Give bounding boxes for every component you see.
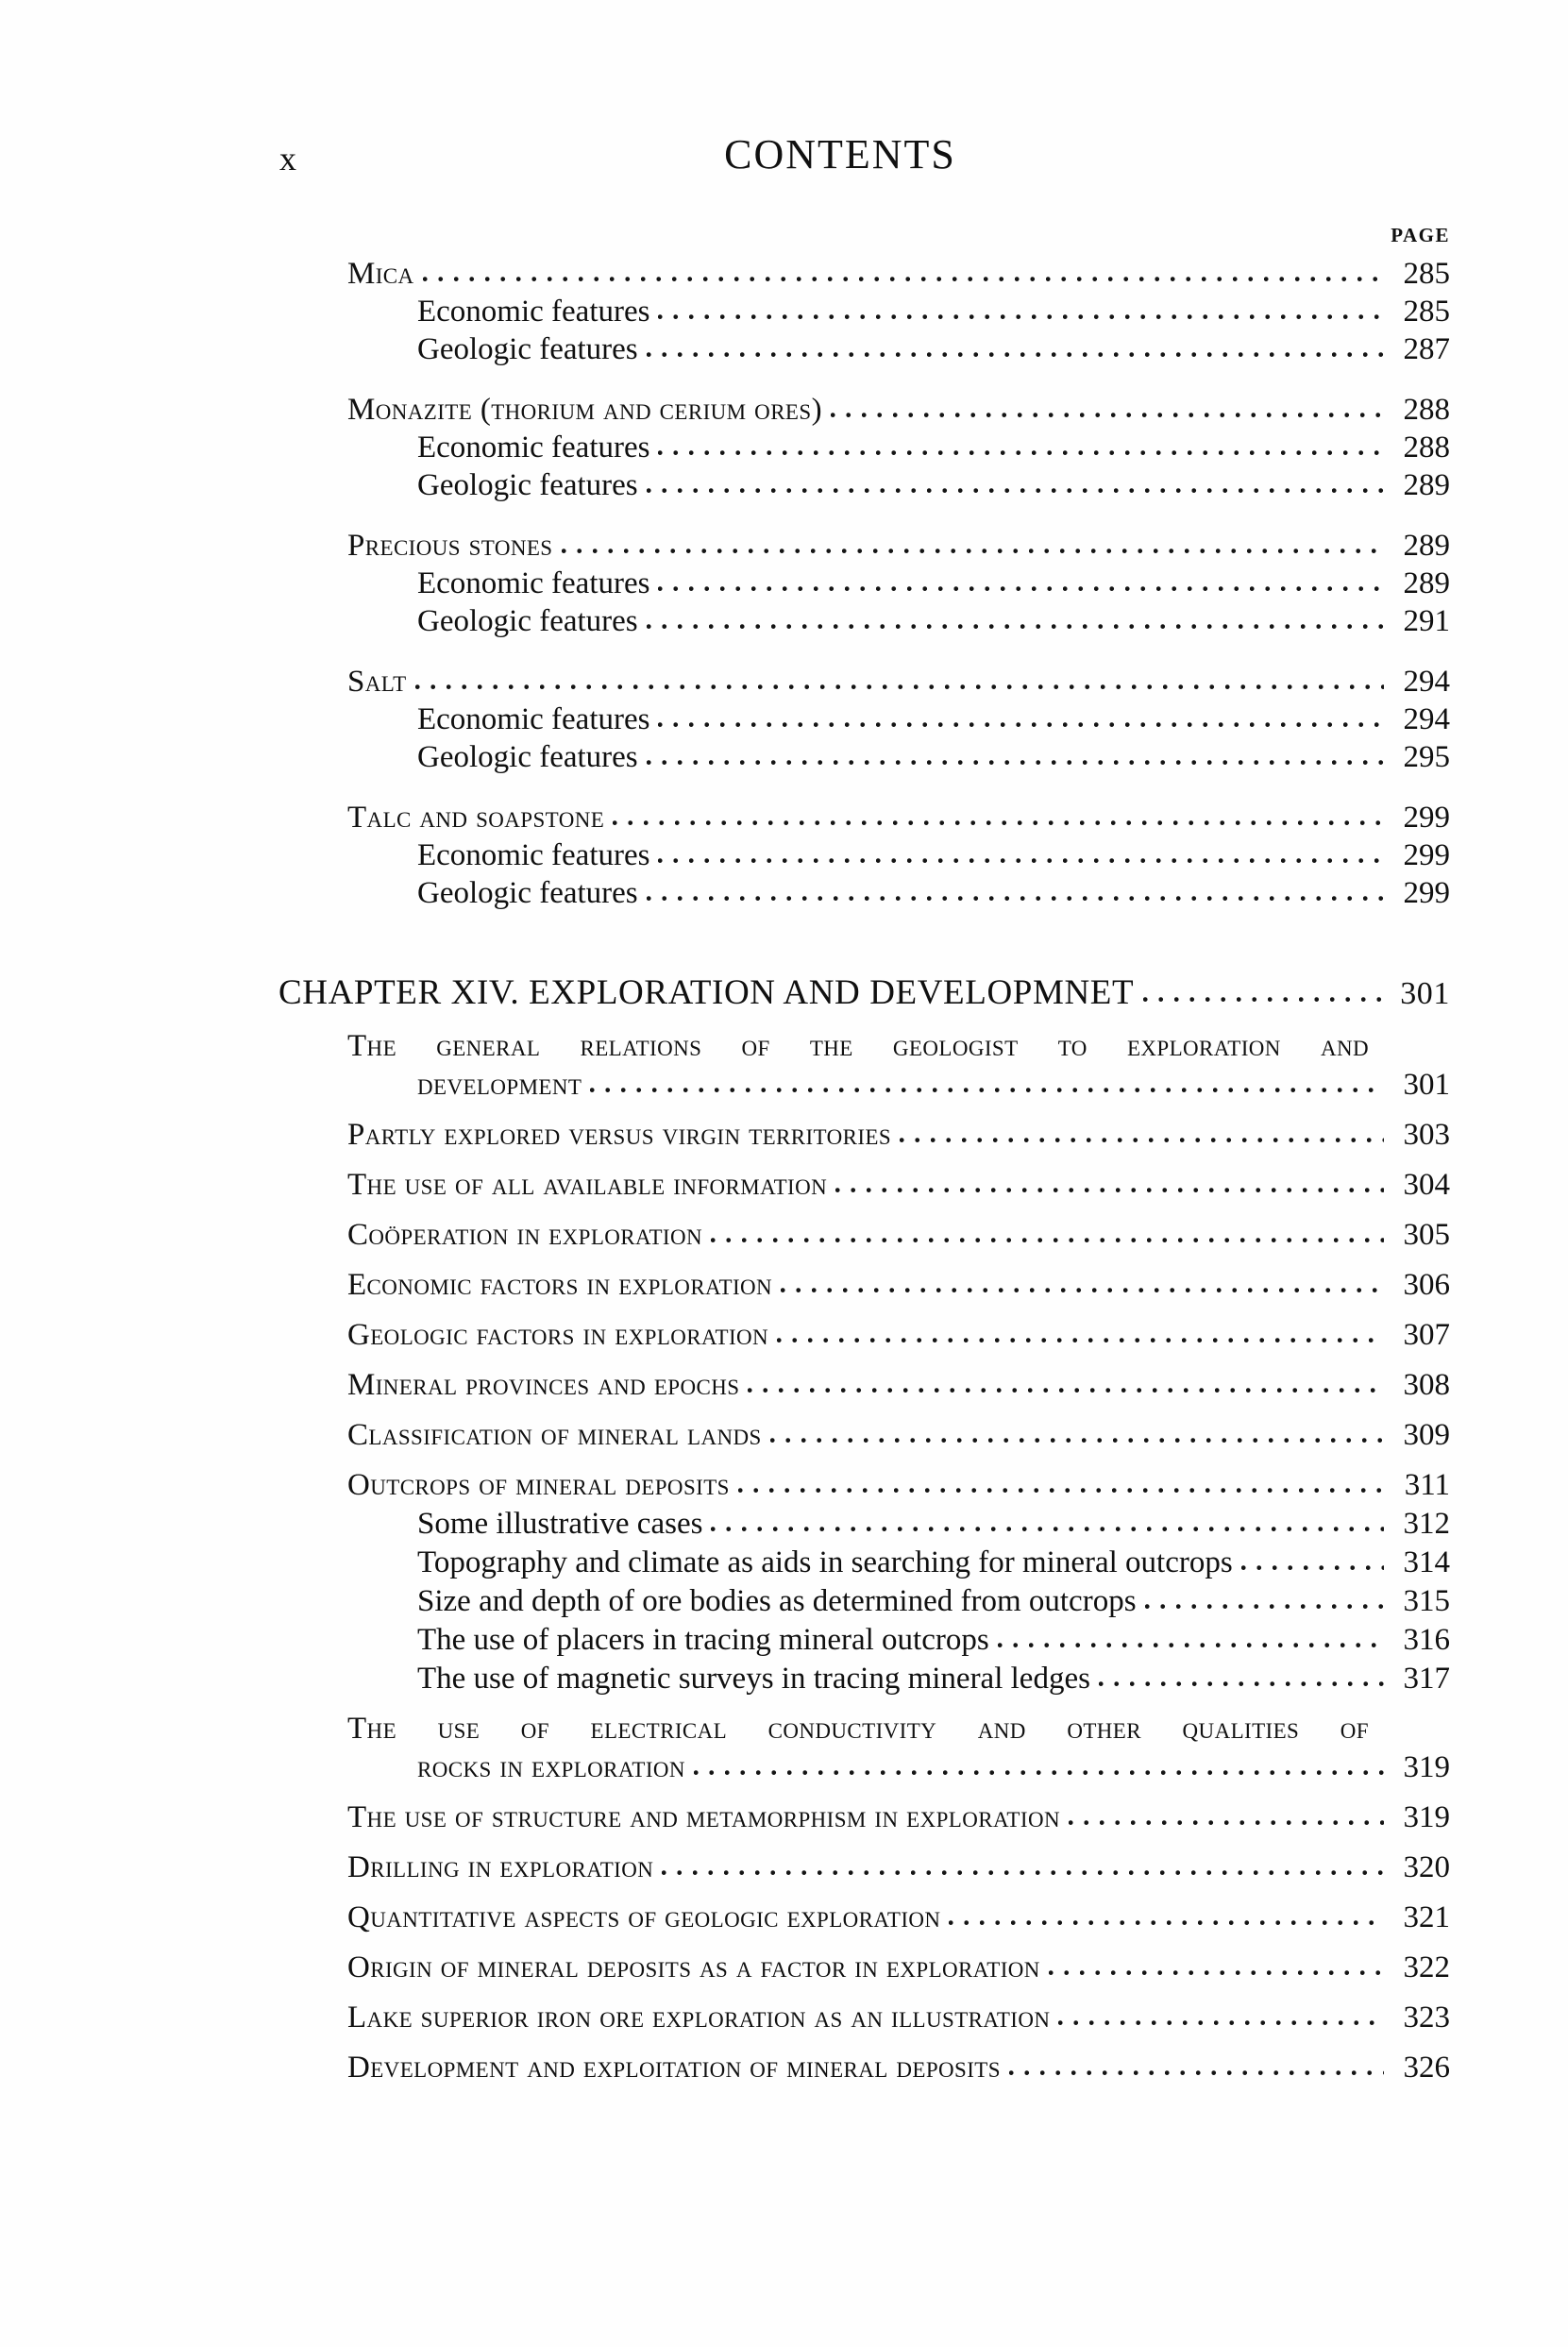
page-title: CONTENTS (724, 131, 956, 177)
dot-leader (781, 1288, 1384, 1294)
toc-entry-label: The general relations of the geologist to exploration and (347, 1029, 1369, 1063)
toc-entry-page-number: 299 (1403, 801, 1450, 835)
toc-entry-label: rocks in exploration (417, 1750, 685, 1784)
dot-leader (1049, 1970, 1384, 1977)
toc-entry-page-number: 287 (1403, 332, 1450, 366)
toc-entry-label: Economic features (417, 295, 650, 329)
toc-mineral-sections (347, 255, 1450, 912)
toc-entry (347, 1748, 1450, 1786)
toc-entry-label: Mica (347, 257, 414, 291)
toc-entry (347, 391, 1450, 429)
toc-entry-label: The use of magnetic surveys in tracing mineral ledges (417, 1662, 1090, 1696)
toc-entry (347, 663, 1450, 701)
toc-entry-page-number: 295 (1403, 740, 1450, 774)
toc-entry-page-number: 288 (1403, 393, 1450, 427)
toc-entry-page-number: 323 (1403, 2001, 1450, 2035)
toc-chapter-entries (347, 1027, 1450, 2086)
dot-leader (658, 450, 1384, 457)
dot-leader (777, 1338, 1384, 1344)
toc-entry-page-number: 316 (1403, 1623, 1450, 1657)
dot-leader (658, 858, 1384, 865)
toc-entry (347, 466, 1450, 504)
dot-leader (711, 1238, 1384, 1244)
dot-leader (562, 549, 1385, 555)
toc-entry (347, 1621, 1450, 1659)
toc-entry-label: Monazite (thorium and cerium ores) (347, 393, 822, 427)
toc-entry (347, 255, 1450, 293)
chapter-heading: CHAPTER XIV. EXPLORATION AND DEVELOPMNET (278, 973, 1135, 1012)
toc-entry (347, 1999, 1450, 2036)
toc-entry-label: Mineral provinces and epochs (347, 1368, 740, 1402)
toc-entry (347, 836, 1450, 874)
toc-entry (347, 293, 1450, 330)
toc-section-block (347, 799, 1450, 912)
toc-entry-page-number: 285 (1403, 295, 1450, 329)
toc-entry (347, 1899, 1450, 1936)
toc-entry-page-number: 320 (1403, 1850, 1450, 1884)
toc-entry-label: Economic factors in exploration (347, 1268, 773, 1302)
toc-entry-label: Geologic features (417, 876, 638, 910)
toc-entry-page-number: 311 (1404, 1468, 1450, 1502)
dot-leader (1009, 2070, 1384, 2077)
toc-entry (347, 1027, 1450, 1065)
toc-entry-label: Precious stones (347, 529, 553, 563)
dot-leader (647, 896, 1384, 903)
table-of-contents (278, 224, 1450, 2086)
dot-leader (415, 684, 1384, 691)
dot-leader (658, 722, 1384, 729)
toc-entry (347, 429, 1450, 466)
toc-entry (347, 1849, 1450, 1886)
toc-entry (347, 1216, 1450, 1254)
toc-entry-page-number: 312 (1403, 1507, 1450, 1541)
toc-entry-label: The use of placers in tracing mineral outcrops (417, 1623, 989, 1657)
toc-entry (347, 1116, 1450, 1154)
dot-leader (1099, 1681, 1384, 1688)
toc-entry-label: Classification of mineral lands (347, 1418, 762, 1452)
toc-entry-label: Some illustrative cases (417, 1507, 703, 1541)
toc-entry (347, 874, 1450, 912)
toc-entry (347, 2049, 1450, 2086)
dot-leader (1058, 2020, 1384, 2027)
toc-entry-page-number: 319 (1403, 1800, 1450, 1834)
dot-leader (590, 1088, 1384, 1094)
dot-leader (831, 413, 1384, 419)
page-column-label: PAGE (1391, 224, 1450, 246)
dot-leader (949, 1920, 1384, 1927)
toc-entry (347, 1466, 1450, 1504)
toc-entry (347, 1949, 1450, 1986)
toc-entry-page-number: 303 (1403, 1118, 1450, 1152)
toc-section-block (347, 527, 1450, 640)
running-head (0, 0, 1568, 198)
dot-leader (835, 1188, 1384, 1194)
toc-entry-label: The use of electrical conductivity and other qualities of (347, 1712, 1369, 1746)
toc-entry-page-number: 321 (1403, 1900, 1450, 1934)
dot-leader (694, 1770, 1384, 1777)
dot-leader (658, 586, 1384, 593)
toc-entry (347, 1316, 1450, 1354)
toc-entry (347, 330, 1450, 368)
dot-leader (900, 1138, 1384, 1144)
toc-entry-page-number: 319 (1403, 1750, 1450, 1784)
toc-section-block (347, 391, 1450, 504)
dot-leader (658, 314, 1384, 321)
dot-leader (662, 1870, 1384, 1877)
chapter-page-number: 301 (1400, 976, 1450, 1011)
toc-entry (347, 1166, 1450, 1204)
toc-entry-label: Drilling in exploration (347, 1850, 654, 1884)
toc-entry-page-number: 322 (1403, 1950, 1450, 1984)
toc-entry-page-number: 309 (1403, 1418, 1450, 1452)
dot-leader (1241, 1565, 1384, 1572)
toc-entry-label: Economic features (417, 838, 650, 872)
dot-leader (423, 277, 1384, 283)
dot-leader (613, 820, 1384, 827)
toc-entry-label: Coöperation in exploration (347, 1218, 703, 1252)
dot-leader (998, 1643, 1384, 1649)
toc-entry (347, 1660, 1450, 1697)
dot-leader (748, 1388, 1384, 1394)
toc-entry-page-number: 307 (1403, 1318, 1450, 1352)
toc-entry-label: Economic features (417, 702, 650, 736)
dot-leader (711, 1527, 1384, 1533)
toc-entry-page-number: 314 (1403, 1545, 1450, 1579)
dot-leader (770, 1438, 1384, 1444)
toc-entry-page-number: 294 (1403, 665, 1450, 699)
toc-entry-page-number: 299 (1403, 838, 1450, 872)
dot-leader (647, 352, 1384, 359)
toc-entry-label: Geologic factors in exploration (347, 1318, 769, 1352)
toc-entry (347, 1366, 1450, 1404)
toc-entry-page-number: 305 (1403, 1218, 1450, 1252)
toc-entry-label: Origin of mineral deposits as a factor in exploration (347, 1950, 1040, 1984)
toc-entry-page-number: 317 (1403, 1662, 1450, 1696)
toc-entry-label: Salt (347, 665, 407, 699)
dot-leader (738, 1488, 1384, 1494)
toc-entry (347, 1710, 1450, 1748)
toc-entry-label: Topography and climate as aids in searching for mineral outcrops (417, 1545, 1233, 1579)
toc-entry (347, 701, 1450, 738)
dot-leader (647, 624, 1384, 631)
toc-entry-label: The use of structure and metamorphism in exploration (347, 1800, 1060, 1834)
toc-entry-label: Lake superior iron ore exploration as an illustration (347, 2001, 1051, 2035)
toc-entry-label: development (417, 1068, 582, 1102)
chapter-heading-row (278, 972, 1450, 1015)
toc-entry-label: Economic features (417, 431, 650, 464)
toc-entry (347, 738, 1450, 776)
toc-entry-label: Economic features (417, 566, 650, 600)
toc-entry-page-number: 308 (1403, 1368, 1450, 1402)
toc-entry (347, 565, 1450, 602)
toc-entry-page-number: 294 (1403, 702, 1450, 736)
toc-entry-page-number: 289 (1403, 566, 1450, 600)
toc-entry-label: Partly explored versus virgin territories (347, 1118, 892, 1152)
dot-leader (1069, 1820, 1384, 1827)
dot-leader (647, 488, 1384, 495)
dot-leader (1143, 997, 1384, 1004)
toc-entry-label: Geologic features (417, 332, 638, 366)
toc-entry (347, 602, 1450, 640)
toc-entry-page-number: 285 (1403, 257, 1450, 291)
toc-entry-label: Geologic features (417, 468, 638, 502)
toc-section-block (347, 663, 1450, 776)
toc-entry-page-number: 289 (1403, 468, 1450, 502)
toc-entry (347, 1416, 1450, 1454)
toc-entry (347, 1582, 1450, 1620)
toc-entry-label: The use of all available information (347, 1168, 828, 1202)
toc-entry-label: Development and exploitation of mineral deposits (347, 2051, 1001, 2085)
toc-entry-page-number: 291 (1403, 604, 1450, 638)
dot-leader (1145, 1604, 1384, 1611)
toc-entry-page-number: 304 (1403, 1168, 1450, 1202)
toc-entry-page-number: 326 (1403, 2051, 1450, 2085)
toc-entry (347, 1505, 1450, 1543)
toc-entry-page-number: 299 (1403, 876, 1450, 910)
toc-section-block (347, 255, 1450, 368)
toc-entry (347, 1266, 1450, 1304)
toc-entry (347, 799, 1450, 836)
toc-entry-label: Talc and soapstone (347, 801, 605, 835)
toc-entry (347, 1798, 1450, 1836)
toc-entry-label: Size and depth of ore bodies as determined from outcrops (417, 1584, 1137, 1618)
toc-entry-label: Outcrops of mineral deposits (347, 1468, 730, 1502)
toc-entry-label: Geologic features (417, 740, 638, 774)
toc-entry-page-number: 301 (1403, 1068, 1450, 1102)
toc-entry-page-number: 289 (1403, 529, 1450, 563)
toc-entry-page-number: 306 (1403, 1268, 1450, 1302)
toc-entry (347, 1544, 1450, 1581)
toc-entry-page-number: 315 (1403, 1584, 1450, 1618)
toc-entry-label: Geologic features (417, 604, 638, 638)
toc-entry (347, 1066, 1450, 1104)
folio-page-number: x (279, 140, 296, 177)
toc-entry (347, 527, 1450, 565)
dot-leader (647, 760, 1384, 767)
toc-entry-page-number: 288 (1403, 431, 1450, 464)
toc-entry-label: Quantitative aspects of geologic exploration (347, 1900, 941, 1934)
